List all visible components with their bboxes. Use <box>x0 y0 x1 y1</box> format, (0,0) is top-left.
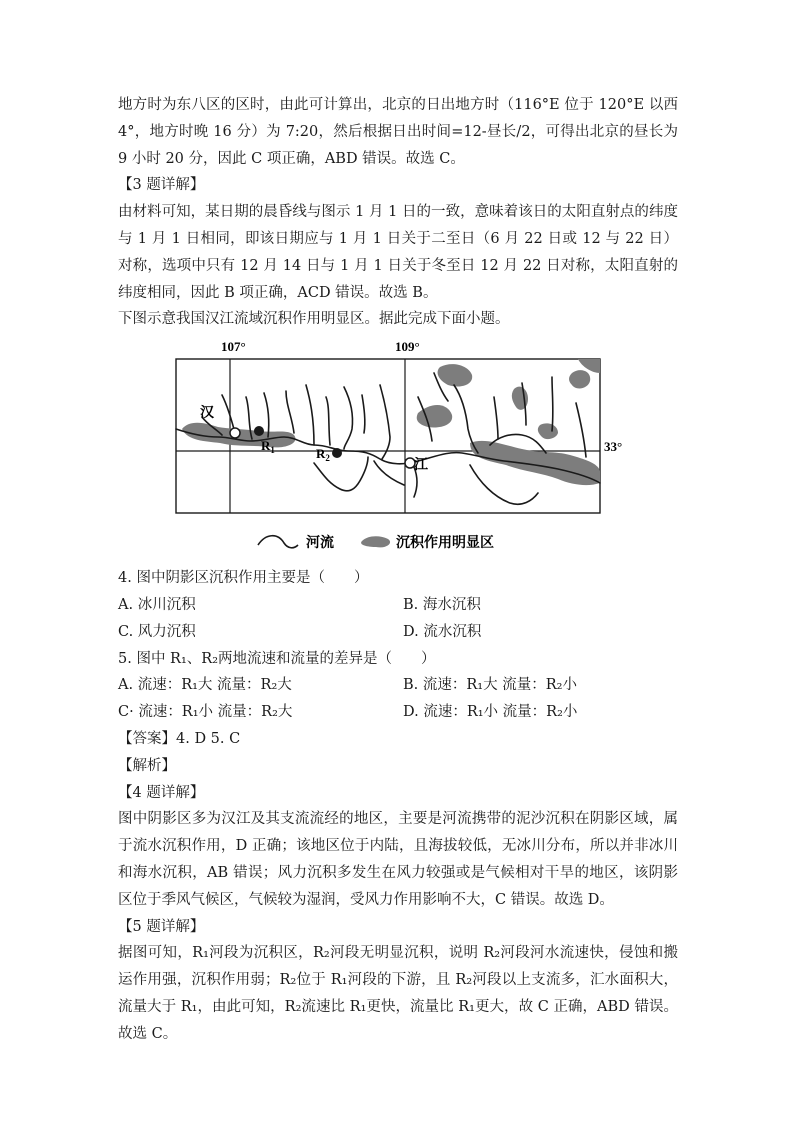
r2-label: $R_2$ <box>316 446 330 464</box>
question-4-stem: 4. 图中阴影区沉积作用主要是（ ） <box>118 570 369 587</box>
paragraph-q5-detail: 据图可知，R₁河段为沉积区，R₂河段无明显沉积，说明 R₂河段河水流速快，侵蚀和搬运作用强，沉积作用弱；R₂位于 R₁河段的下游，且 R₂河段以上支流多，汇水面积大，流量大于 R₁，由此可知，R₂流速比 R₁更快，流量比 R₁更大，故 C 正确，ABD 错误。故选 C。 <box>118 945 678 1042</box>
r1-point <box>254 426 264 436</box>
analysis-heading: 【解析】 <box>118 757 176 774</box>
legend-river-label: 河流 <box>306 535 334 552</box>
document-page <box>118 92 678 1048</box>
paragraph-q4-detail: 图中阴影区多为汉江及其支流流经的地区，主要是河流携带的泥沙沉积在阴影区域，属于流水沉积作用，D 正确；该地区位于内陆，且海拔较低，无冰川分布，所以并非冰川和海水沉积，AB 错误；风力沉积多发生在风力较强或是气候相对干旱的地区，该阴影区位于季风气候区，气候较为湿润，受风力作用影响不大，C 错误。故选 D。 <box>118 811 678 908</box>
lon-109-label: 109° <box>395 339 420 355</box>
question-4-options-row-1 <box>118 592 678 619</box>
han-river-map <box>118 333 678 565</box>
map-figure <box>118 333 678 565</box>
question-5-stem: 5. 图中 R₁、R₂两地流速和流量的差异是（ ） <box>118 650 436 667</box>
jiang-label: 江 <box>414 457 428 474</box>
q4-option-a: A. 冰川沉积 <box>118 596 196 613</box>
q4-option-b: B. 海水沉积 <box>403 596 481 613</box>
r2-point <box>332 448 342 458</box>
city-marker-hollow <box>230 428 240 438</box>
question-4-options-row-2 <box>118 619 678 646</box>
paragraph-figure-intro: 下图示意我国汉江流域沉积作用明显区。据此完成下面小题。 <box>118 311 510 328</box>
question-5-options-row-1 <box>118 672 678 699</box>
q5-option-a: A. 流速：R₁大 流量：R₂大 <box>118 677 292 694</box>
legend-area-label: 沉积作用明显区 <box>396 535 494 552</box>
paragraph-q3-detail: 由材料可知，某日期的晨昏线与图示 1 月 1 日的一致，意味着该日的太阳直射点的纬度与 1 月 1 日相同，即该日期应与 1 月 1 日关于二至日（6 月 22 日或 12 与 22 日）对称，选项中只有 12 月 14 日与 1 月 1 日关于冬至日 12 月 22 日对称，太阳直射的纬度相同，因此 B 项正确，ACD 错误。故选 B。 <box>118 204 678 301</box>
heading-q4-detail: 【4 题详解】 <box>118 784 205 801</box>
han-label: 汉 <box>200 405 214 422</box>
heading-q5-detail: 【5 题详解】 <box>118 918 205 935</box>
q5-option-c: C· 流速：R₁小 流量：R₂大 <box>118 704 293 721</box>
question-5-options-row-2 <box>118 699 678 726</box>
q5-option-b: B. 流速：R₁大 流量：R₂小 <box>403 677 577 694</box>
lat-33-label: 33° <box>604 439 623 455</box>
q5-option-d: D. 流速：R₁小 流量：R₂小 <box>403 704 578 721</box>
paragraph-answer-2-continued: 地方时为东八区的区时，由此可计算出，北京的日出地方时（116°E 位于 120°E 以西 4°，地方时晚 16 分）为 7:20，然后根据日出时间=12-昼长/2，可得出北京的昼长为 9 小时 20 分，因此 C 项正确，ABD 错误。故选 C。 <box>118 97 678 167</box>
q4-option-d: D. 流水沉积 <box>403 623 482 640</box>
heading-q3-detail: 【3 题详解】 <box>118 177 205 194</box>
answer-line: 【答案】4. D 5. C <box>118 730 241 747</box>
q4-option-c: C. 风力沉积 <box>118 623 196 640</box>
lon-107-label: 107° <box>221 339 246 355</box>
r1-label: $R_1$ <box>261 438 275 456</box>
legend-river-icon <box>258 536 298 548</box>
legend-area-icon <box>361 536 390 547</box>
